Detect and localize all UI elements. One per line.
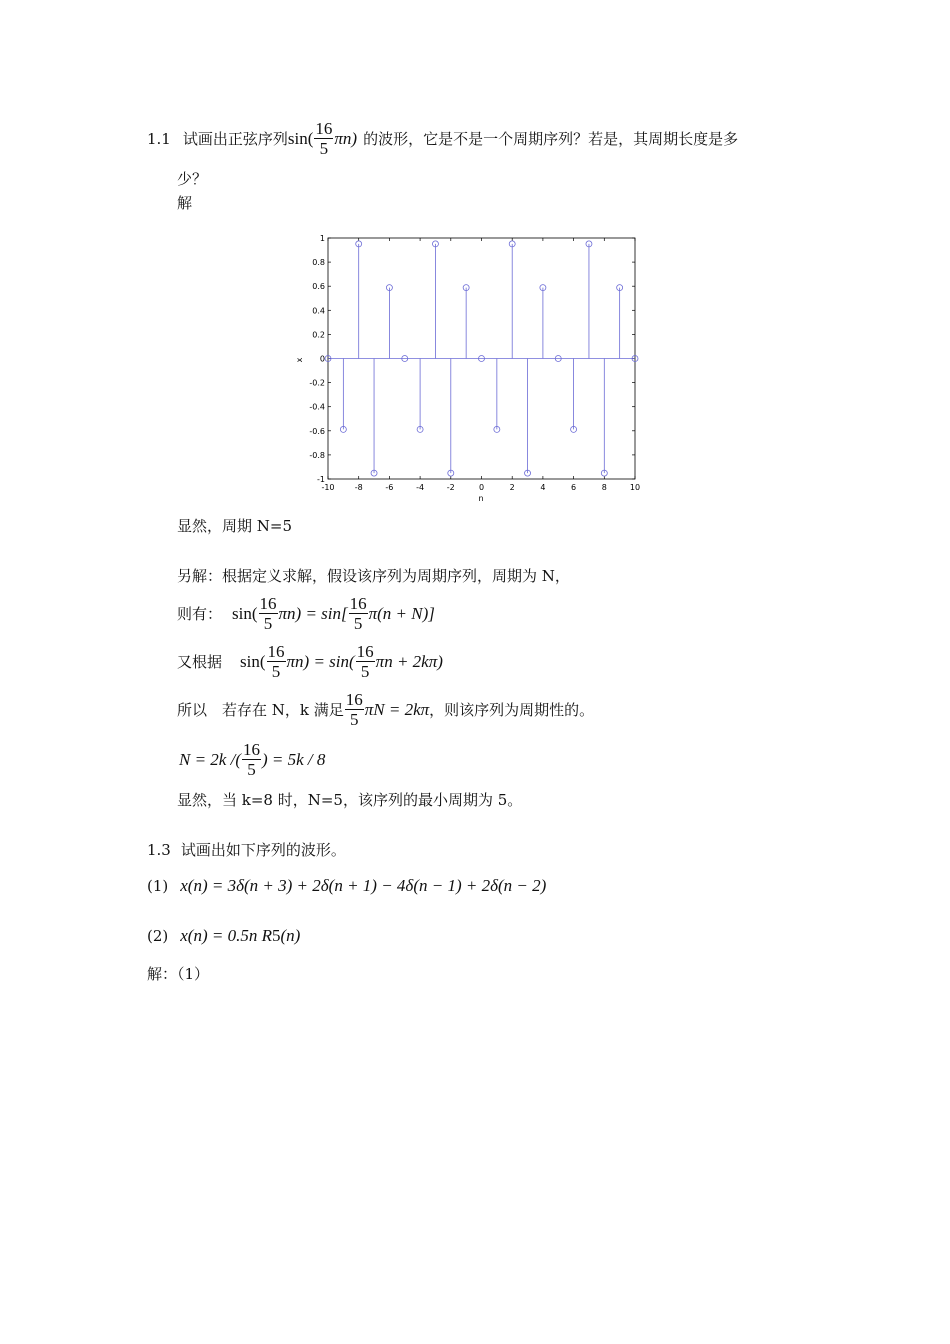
x-tick-label: 10 [629,483,641,492]
problem-title: 试画出如下序列的波形。 [180,841,346,859]
equation-2: 又根据 sin( $\frac{16}{5}$ πn) = sin( $\frac{16}{5}$ πn + 2kπ) [177,642,443,681]
equation-1: 则有： sin( $\frac{16}{5}$ πn) = sin[ $\frac{16}{5}$ π(n + N)] [177,594,435,633]
y-tick-label: 0 [319,354,325,364]
item-2: (2) x(n) = 0.5 n R 5 (n) [147,926,301,945]
x-tick-label: -8 [354,483,363,492]
so-label: 所以 若存在 N，k 满足 [177,700,344,719]
problem-number: 1.3 [147,841,171,859]
fraction: $\frac{16}{5}$ [267,642,285,681]
item-1-equation: x(n) = 3δ(n + 3) + 2δ(n + 1) − 4δ(n − 1) + 2δ(n − 2) [180,876,547,895]
x-tick-label: -6 [385,483,394,492]
y-tick-label: 0.8 [312,258,325,268]
y-tick-label: -0.2 [309,378,325,388]
x-tick-label: -2 [446,483,455,492]
periodicity-condition: 所以 若存在 N，k 满足 $\frac{16}{5}$ πN = 2kπ ，则该序列为周期性的。 [177,690,595,729]
solution-label: 解 [177,194,193,212]
period-observation: 显然，周期 N=5 [177,517,293,535]
stem-plot [290,230,650,510]
problem-number: 1.1 [147,129,171,148]
x-axis-label: n [478,494,484,503]
y-tick-label: -0.4 [309,402,325,412]
y-tick-label: 1 [319,234,325,243]
problem-continuation: 少？ [177,170,208,188]
problem-tail-text: 的波形，它是不是一个周期序列？若是，其周期长度是多 [363,129,739,148]
problem-lead-text: 试画出正弦序列 [182,129,288,148]
item-label: (2) [147,927,169,945]
y-tick-label: 0.2 [312,330,325,340]
x-tick-label: 2 [509,483,515,492]
fraction: $\frac{16}{5}$ [356,642,374,681]
fraction-16-5: $\frac{16}{5}$ [315,119,333,158]
y-axis-label: x [295,357,304,363]
x-tick-label: 8 [601,483,607,492]
item-1 [147,876,546,896]
y-tick-label: -1 [317,475,325,484]
fraction: $\frac{16}{5}$ [243,740,260,779]
problem-1-3-statement [147,840,346,860]
problem-1-1-statement [147,119,738,158]
pi-n-term: πn) [334,128,358,148]
y-tick-label: 0.6 [312,282,325,292]
y-tick-label: -0.6 [309,426,325,436]
fraction: $\frac{16}{5}$ [345,690,363,729]
sin-term: sin( [287,128,314,148]
alt-solution-intro: 另解：根据定义求解，假设该序列为周期序列，周期为 N， [177,567,570,585]
item-label: (1) [147,877,169,895]
fraction: $\frac{16}{5}$ [259,594,277,633]
n-equation: N = 2k /( $\frac{16}{5}$ ) = 5k / 8 [179,740,326,779]
fraction: $\frac{16}{5}$ [349,594,367,633]
x-tick-label: 0 [478,483,485,492]
x-tick-label: 6 [571,483,577,492]
y-tick-label: 0.4 [312,306,325,316]
solution-part-1-label: 解：（1） [147,965,210,983]
then-label: 则有： [177,604,223,623]
x-tick-label: -4 [416,483,425,492]
also-label: 又根据 [177,652,223,671]
y-tick-label: -0.8 [309,450,325,460]
x-tick-label: -10 [321,483,335,492]
x-tick-label: 4 [540,483,546,492]
alt-conclusion: 显然，当 k=8 时，N=5，该序列的最小周期为 5。 [177,791,523,809]
